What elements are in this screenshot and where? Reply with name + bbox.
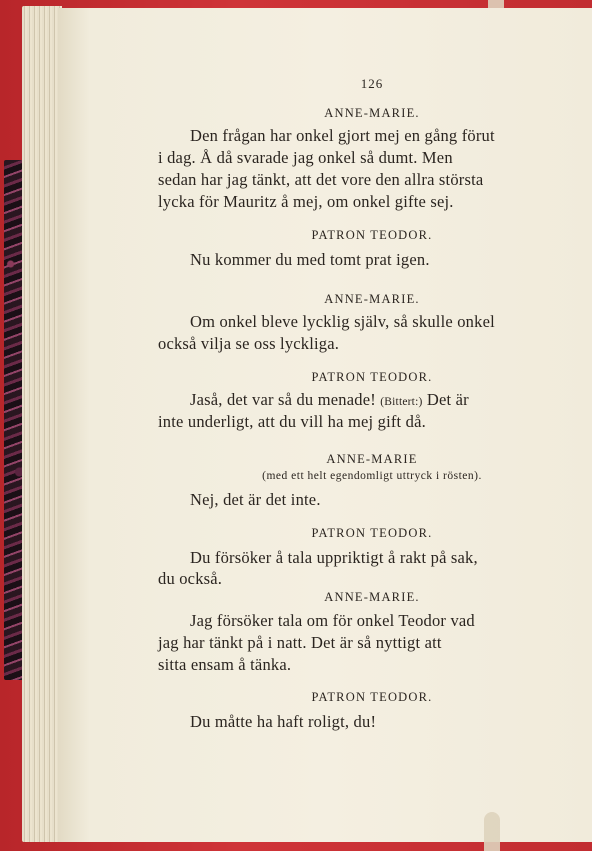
text-line: sitta ensam å tänka. <box>158 655 292 674</box>
page-edges <box>22 6 62 842</box>
speaker-name: PATRON TEODOR. <box>311 526 433 540</box>
text-line: Den frågan har onkel gjort mej en gång förut <box>190 126 495 145</box>
dialogue-text: Det är <box>426 390 469 409</box>
speaker-name: ANNE-MARIE. <box>324 292 420 306</box>
text-line: sedan har jag tänkt, att det vore den allra största <box>158 170 484 189</box>
text-line: jag har tänkt på i natt. Det är så nyttigt att <box>158 633 442 652</box>
book-page <box>58 8 592 842</box>
text-line: Du försöker å tala uppriktigt å rakt på sak, <box>190 548 478 567</box>
stage-direction: (Bittert:) <box>380 396 423 408</box>
text-line <box>158 390 592 410</box>
text-line: också vilja se oss lyckliga. <box>158 334 340 353</box>
bookmark-ribbon-bottom <box>484 812 500 851</box>
speaker-name: PATRON TEODOR. <box>311 228 433 242</box>
text-line: du också. <box>158 569 223 588</box>
text-line: Jag försöker tala om för onkel Teodor vad <box>190 611 475 630</box>
text-line: Nej, det är det inte. <box>190 490 321 509</box>
speaker-name: PATRON TEODOR. <box>311 370 433 384</box>
text-line: Om onkel bleve lycklig själv, så skulle onkel <box>190 312 495 331</box>
text-line: Nu kommer du med tomt prat igen. <box>190 250 430 269</box>
text-line: inte underligt, att du vill ha mej gift då. <box>158 412 426 431</box>
speaker-name: PATRON TEODOR. <box>311 690 433 704</box>
text-line: lycka för Mauritz å mej, om onkel gifte sej. <box>158 192 454 211</box>
text-line: i dag. Å då svarade jag onkel så dumt. Men <box>158 148 453 167</box>
dialogue-text: Jaså, det var så du menade! <box>190 390 376 409</box>
speaker-name: ANNE-MARIE <box>326 452 418 466</box>
page-number: 126 <box>360 76 384 91</box>
speaker-name: ANNE-MARIE. <box>324 106 420 120</box>
text-line: Du måtte ha haft roligt, du! <box>190 712 377 731</box>
stage-direction: (med ett helt egendomligt uttryck i rösten). <box>262 470 482 482</box>
speaker-name: ANNE-MARIE. <box>324 590 420 604</box>
